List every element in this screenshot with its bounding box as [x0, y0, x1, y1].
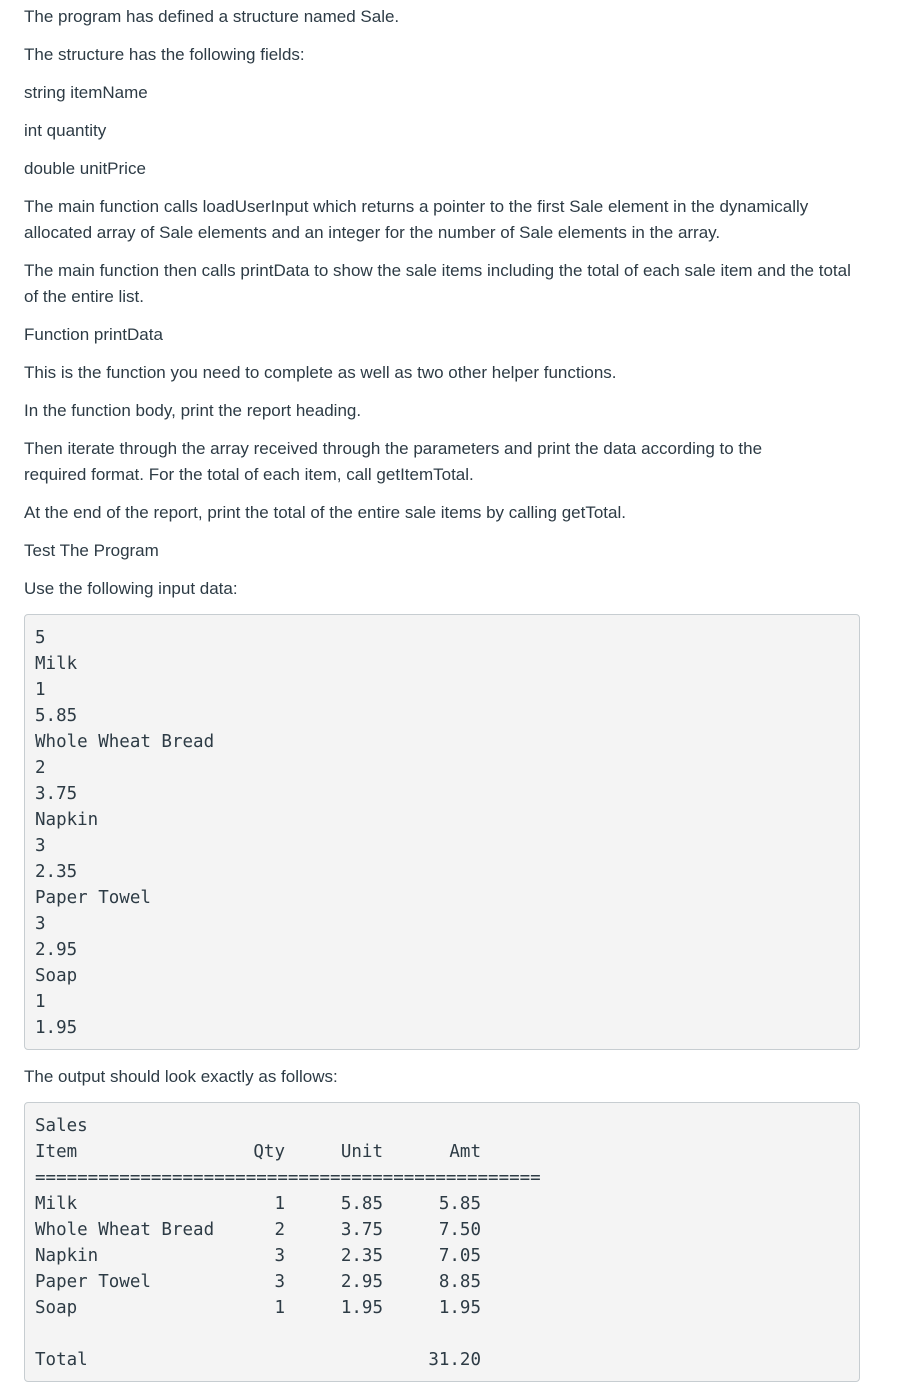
input-line: 1	[35, 992, 46, 1012]
row-amt: 5.85	[438, 1194, 481, 1214]
input-line: Paper Towel	[35, 888, 151, 908]
row-qty: 3	[274, 1272, 285, 1292]
table-row	[35, 1295, 481, 1321]
input-line: 2.35	[35, 862, 78, 882]
total-label: Total	[35, 1350, 88, 1370]
input-line: 3	[35, 914, 46, 934]
header-qty: Qty	[253, 1142, 285, 1162]
paragraph-main-loaduserinput: The main function calls loadUserInput which returns a pointer to the first Sale element in the dynamically allocated array of Sale elements and an integer for the number of Sale elements in the array.	[24, 197, 809, 242]
row-amt: 8.85	[438, 1272, 481, 1292]
input-data-block	[24, 614, 860, 1050]
report-table	[35, 1139, 541, 1373]
row-amt: 7.50	[438, 1220, 481, 1240]
paragraph-structure-defined: The program has defined a structure named Sale.	[24, 7, 400, 26]
field-itemname: string itemName	[24, 83, 148, 102]
row-item: Soap	[35, 1298, 78, 1318]
heading-function-printdata: Function printData	[24, 325, 163, 344]
paragraph-complete-function: This is the function you need to complete as well as two other helper functions.	[24, 363, 617, 382]
input-line: Napkin	[35, 810, 99, 830]
input-line: 3	[35, 836, 46, 856]
paragraph-iterate-array: Then iterate through the array received through the parameters and print the data according to the required format. For the total of each item, call getItemTotal.	[24, 439, 763, 484]
row-unit: 5.85	[340, 1194, 383, 1214]
paragraph-output-intro: The output should look exactly as follows:	[24, 1067, 338, 1086]
report-blank-row	[35, 1321, 481, 1347]
paragraph-input-intro: Use the following input data:	[24, 579, 238, 598]
input-line: 3.75	[35, 784, 78, 804]
row-unit: 2.95	[340, 1272, 383, 1292]
input-line: Milk	[35, 654, 78, 674]
input-line: 1.95	[35, 1018, 78, 1038]
header-item: Item	[35, 1142, 78, 1162]
report-title: Sales	[35, 1116, 88, 1136]
report-separator-row	[35, 1165, 481, 1191]
table-row	[35, 1243, 481, 1269]
row-unit: 2.35	[340, 1246, 383, 1266]
field-quantity: int quantity	[24, 121, 107, 140]
table-row	[35, 1191, 481, 1217]
row-qty: 3	[274, 1246, 285, 1266]
field-unitprice: double unitPrice	[24, 159, 146, 178]
input-line: 5.85	[35, 706, 78, 726]
output-block	[24, 1102, 860, 1382]
table-row	[35, 1217, 481, 1243]
paragraph-fields-intro: The structure has the following fields:	[24, 45, 305, 64]
table-row	[35, 1269, 481, 1295]
input-line: Soap	[35, 966, 78, 986]
row-amt: 7.05	[438, 1246, 481, 1266]
input-line: 2	[35, 758, 46, 778]
input-line: 5	[35, 628, 46, 648]
header-unit: Unit	[340, 1142, 383, 1162]
row-qty: 1	[274, 1298, 285, 1318]
row-item: Paper Towel	[35, 1272, 151, 1292]
report-header-row	[35, 1139, 481, 1165]
row-qty: 2	[274, 1220, 285, 1240]
heading-test-program: Test The Program	[24, 541, 159, 560]
row-item: Milk	[35, 1194, 78, 1214]
paragraph-main-printdata: The main function then calls printData to show the sale items including the total of each sale item and the total of the entire list.	[24, 261, 851, 306]
row-amt: 1.95	[438, 1298, 481, 1318]
input-line: 1	[35, 680, 46, 700]
row-unit: 1.95	[340, 1298, 383, 1318]
row-item: Napkin	[35, 1246, 99, 1266]
report-total-row	[35, 1347, 481, 1373]
row-item: Whole Wheat Bread	[35, 1220, 215, 1240]
total-value: 31.20	[428, 1350, 481, 1370]
row-qty: 1	[274, 1194, 285, 1214]
paragraph-end-of-report: At the end of the report, print the total of the entire sale items by calling getTotal.	[24, 503, 626, 522]
report-separator: ================================================	[35, 1168, 541, 1188]
header-amt: Amt	[449, 1142, 481, 1162]
input-line: Whole Wheat Bread	[35, 732, 215, 752]
input-line: 2.95	[35, 940, 78, 960]
paragraph-print-heading: In the function body, print the report heading.	[24, 401, 362, 420]
row-unit: 3.75	[340, 1220, 383, 1240]
